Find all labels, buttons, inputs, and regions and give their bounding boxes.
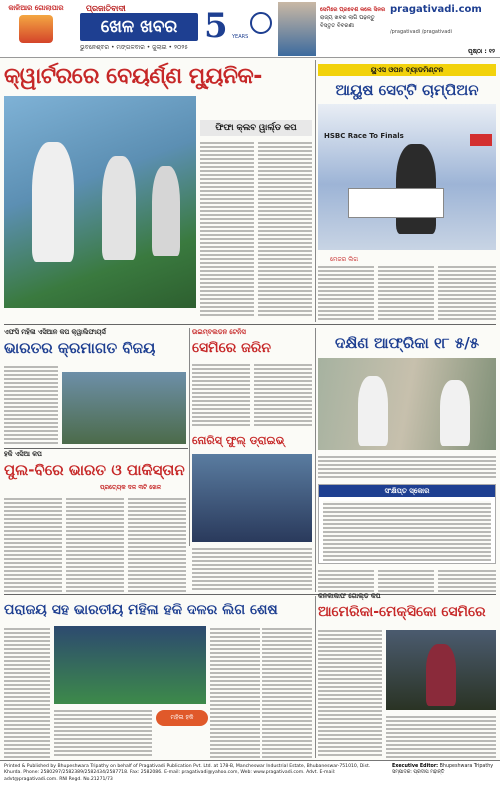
article-column	[4, 626, 50, 758]
editor-label: Executive Editor:	[392, 764, 439, 769]
hockey-badge: ମହିଳା ହକି	[156, 710, 208, 726]
dateline-credit: ମେଜର ଲିଗ	[330, 256, 358, 263]
tennis-headline: ସେମିରେ ଜରିନ	[192, 340, 272, 356]
article-column	[254, 362, 312, 428]
scorecard	[318, 484, 496, 564]
anniversary-mark	[204, 6, 250, 52]
emblem-icon	[250, 12, 272, 34]
section-title: ଖେଳ ଖବର	[80, 13, 198, 41]
masthead-teaser	[320, 6, 386, 30]
publication-name: ପ୍ରଜାତିବାଦୀ	[86, 4, 126, 13]
article-column	[66, 496, 124, 592]
column-rule	[189, 328, 190, 546]
article-column	[210, 626, 260, 758]
womens-hockey-headline: ପରାଜୟ ସହ ଭାରତୀୟ ମହିଳା ହକି ଦଳର ଲିଗ ଶେଷ	[4, 602, 278, 618]
hockey-kicker: ହକି ଏସିଆ କପ	[4, 450, 42, 458]
article-column	[258, 140, 312, 316]
teaser-body: ରାଜ୍ୟ ଖବର ଲାଗି ପଢ଼ନ୍ତୁ ବିସ୍ତୃତ ବିବରଣୀ	[320, 15, 375, 29]
gold-cup-kicker: କନକାକାଫ ଗୋଲ୍ଡ କପ	[318, 592, 381, 600]
cricket-headline: ଦକ୍ଷିଣ ଆଫ୍ରିକା ୧୮ ୫/୫	[334, 334, 480, 352]
football-kicker: ଏଫସି ମହିଳା ଏସିଆନ କପ କ୍ୱାଲିଫାୟର୍ସ	[4, 328, 106, 336]
section-rule	[4, 594, 496, 595]
gold-cup-photo	[386, 630, 496, 710]
tennis-kicker: ଉଇମ୍ବଲଡନ ଟେନିସ	[192, 328, 246, 336]
player-figure	[426, 644, 456, 706]
article-column	[54, 708, 152, 758]
player-figure	[32, 142, 74, 262]
badminton-banner: ୟୁଏସ ଓପନ ବ୍ୟାଡମିଣ୍ଟନ	[318, 64, 496, 76]
gold-cup-headline: ଆମେରିକା-ମେକ୍ସିକୋ ସେମିରେ	[318, 604, 486, 620]
badminton-photo	[318, 104, 496, 250]
column-rule	[315, 596, 316, 758]
hockey-headline: ପୁଲ-ବିରେ ଭାରତ ଓ ପାକିସ୍ତାନ	[4, 461, 185, 479]
lead-photo	[4, 96, 196, 308]
section-rule	[4, 448, 188, 449]
article-column	[318, 568, 374, 592]
scorecard-lines	[323, 501, 491, 561]
article-column	[386, 714, 496, 758]
article-column	[318, 454, 496, 480]
logo-text: କାଳିଆର ଗୋଲାପାର	[8, 4, 64, 12]
scorecard-title: ସଂକ୍ଷିପ୍ତ ସ୍କୋର	[319, 485, 495, 497]
sponsor-board-text: HSBC Race To Finals	[324, 132, 404, 140]
player-figure	[152, 166, 180, 256]
article-column	[378, 264, 434, 320]
hockey-subhead: ପ୍ରତ୍ୟେକ ଦଳ ୩ଟି ଖେଳ	[100, 484, 162, 491]
chariot-icon	[19, 15, 53, 43]
article-column	[200, 140, 254, 316]
article-column	[128, 496, 186, 592]
cricket-photo	[318, 358, 496, 450]
lead-headline: କ୍ୱାର୍ଟରରେ ବେୟର୍ଣ୍ଣ ମ୍ୟୁନିକ-	[4, 64, 262, 89]
tournament-tag: ଫିଫା କ୍ଲବ ୱାର୍ଲ୍ଡ କପ	[200, 120, 312, 136]
festival-logo	[4, 4, 68, 54]
article-column	[438, 264, 496, 320]
article-column	[378, 568, 434, 592]
anniversary-label: YEARS	[232, 34, 249, 40]
f1-photo	[192, 454, 312, 542]
website-link[interactable]: pragativadi.com	[390, 4, 482, 15]
dateline: ଭୁବନେଶ୍ବର • ମଙ୍ଗଳବାର • ଜୁଲାଇ • ୨୦୨୫	[80, 44, 189, 51]
badminton-headline: ଆୟୁଷ ସେଟ୍ଟି ଚାମ୍ପିଅନ	[335, 81, 479, 99]
player-figure	[102, 156, 136, 260]
masthead	[0, 0, 500, 58]
prize-cheque	[348, 188, 444, 218]
football-photo	[62, 372, 186, 444]
sponsor-logo-icon	[470, 134, 492, 146]
football-headline: ଭାରତର କ୍ରମାଗତ ବିଜୟ	[4, 339, 156, 357]
article-column	[262, 626, 312, 758]
teaser-headline: ସେମିରେ ପ୍ରବେଶ କଲେ ସିନର	[320, 7, 386, 13]
player-figure	[358, 376, 388, 446]
imprint-text: Printed & Published by Bhupeshwara Tripathy on behalf of Pragativadi Publication Pvt. Ltd. at 178-B, Mancheswar Industrial Estate, Bhubaneswar-751010, Dist. Khurda. Phone: 2580297/2582389/2582434/2587718. Fax: 2582086. E-mail: pragativadi@yahoo.com, Web: www.pragativadi.com. Advt. E-mail: advt@pragativadi.com. RNI Regd. No.21271/73	[4, 764, 371, 782]
f1-headline: ନୋରିସ୍ ଫୁଲ୍ ଡ୍ରାଇଭ୍	[192, 434, 285, 447]
article-column	[438, 568, 496, 592]
womens-hockey-photo	[54, 626, 206, 704]
player-figure	[440, 380, 470, 446]
editor-name: Bhupeshwara Tripathy	[439, 764, 494, 769]
article-column	[192, 546, 312, 592]
article-column	[318, 264, 374, 320]
article-column	[4, 496, 62, 592]
anniversary-number: 5	[204, 6, 228, 46]
imprint-footer	[0, 760, 500, 788]
masthead-right	[390, 4, 496, 35]
editor-odia: ସମ୍ପାଦକ: ପ୍ରଦୀପ ମହାନ୍ତି	[392, 770, 445, 776]
article-column	[318, 628, 382, 758]
article-column	[192, 362, 250, 428]
section-rule	[4, 324, 496, 325]
editor-credit	[392, 764, 496, 777]
page-number: ପୃଷ୍ଠା : ୧୨	[468, 48, 495, 55]
article-column	[4, 364, 58, 446]
teaser-photo	[278, 2, 316, 56]
column-rule	[315, 60, 316, 322]
social-handles[interactable]: /pragativadi /pragativadi	[390, 29, 452, 35]
column-rule	[315, 328, 316, 592]
